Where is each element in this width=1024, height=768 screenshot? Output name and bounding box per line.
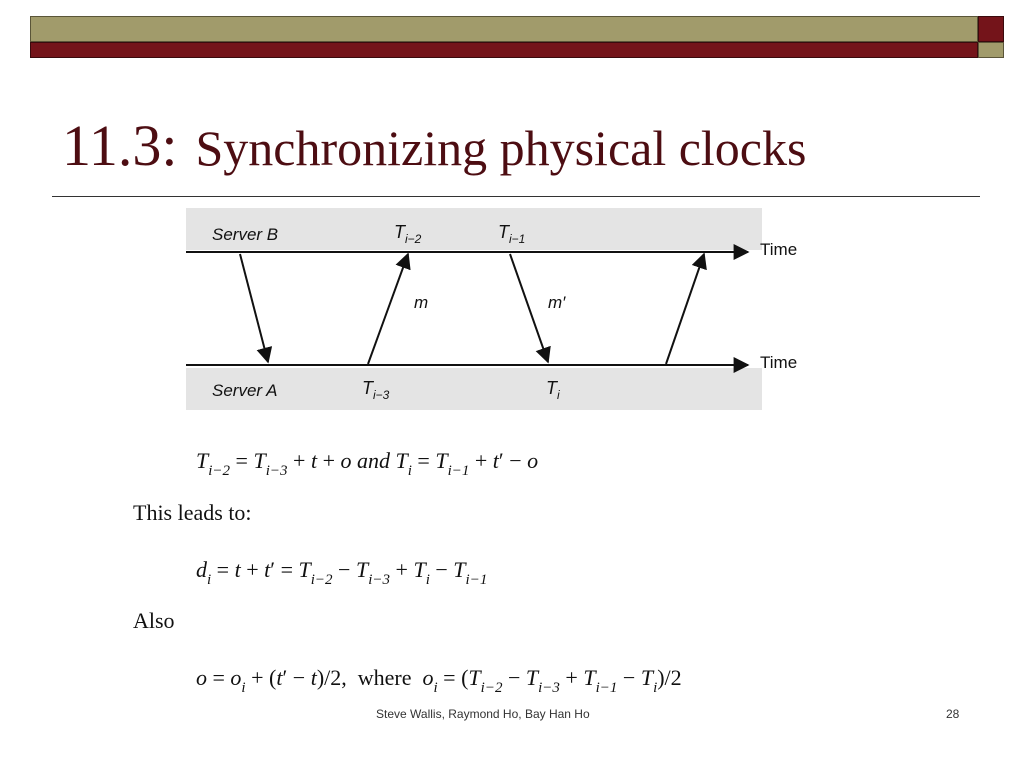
slide-title [62, 112, 806, 179]
equation-3: $o = o_i + (t' - t)/2$, where $o_i = (T_{i-2} - T_{i-3} + T_{i-1} - T_i)/2$ [196, 665, 682, 696]
equation-2: $d_i = t + t' = T_{i-2} - T_{i-3} + T_i - T_{i-1}$ [196, 557, 488, 588]
footer-authors: Steve Wallis, Raymond Ho, Bay Han Ho [376, 707, 590, 721]
t-i3-label: $T_{i-3}$ [362, 378, 390, 402]
t-i-label: $T_i$ [546, 378, 560, 402]
message-m-label: m [414, 293, 429, 312]
arrow-a-to-b-last [666, 254, 704, 364]
time-label-bottom: Time [760, 353, 798, 372]
arrow-b-to-a-first [240, 254, 268, 362]
page-number: 28 [946, 707, 960, 721]
server-b-label: Server B [212, 225, 279, 244]
header-maroon-square [978, 16, 1004, 42]
title-text: Synchronizing physical clocks [195, 120, 807, 176]
header-olive-square [978, 42, 1004, 58]
section-number: 11.3: [62, 113, 178, 178]
header-olive-bar [30, 16, 978, 42]
clock-sync-diagram [186, 208, 826, 410]
time-label-top: Time [760, 240, 798, 259]
title-divider [52, 196, 980, 197]
leads-to-text: This leads to: [133, 500, 252, 525]
t-i2-label: $T_{i-2}$ [394, 222, 422, 246]
also-text: Also [133, 608, 175, 633]
t-i1-label: $T_{i-1}$ [498, 222, 526, 246]
message-m-prime-label: m′ [548, 293, 566, 312]
server-a-label: Server A [212, 381, 278, 400]
arrow-m-prime [510, 254, 548, 362]
arrow-m [368, 254, 408, 364]
equation-1: $T_{i-2} = T_{i-3} + t + o$ and $T_i = T_{i-1} + t' - o$ [196, 448, 539, 479]
header-maroon-bar [30, 42, 978, 58]
